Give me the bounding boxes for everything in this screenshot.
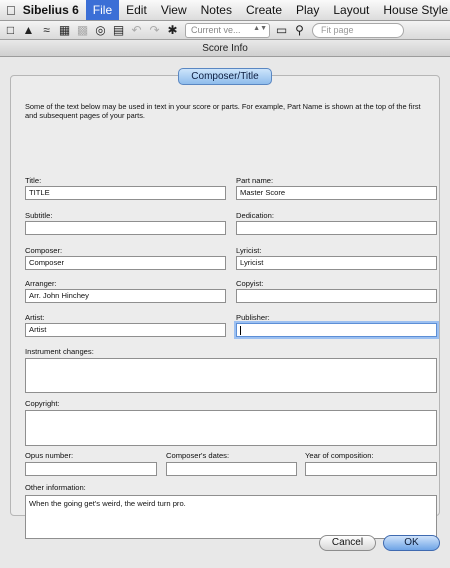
tab-composer-title[interactable]: Composer/Title bbox=[178, 68, 272, 85]
folder-icon[interactable]: ▭ bbox=[275, 23, 288, 37]
undo-icon[interactable]: ↶ bbox=[131, 23, 142, 37]
other-information-label: Other information: bbox=[25, 483, 86, 492]
menu-file[interactable]: File bbox=[86, 0, 119, 21]
ok-button[interactable]: OK bbox=[383, 535, 440, 551]
year-of-composition-label: Year of composition: bbox=[305, 451, 374, 460]
instrument-changes-label: Instrument changes: bbox=[25, 347, 94, 356]
part-name-field[interactable]: Master Score bbox=[236, 186, 437, 200]
artist-label: Artist: bbox=[25, 313, 45, 322]
select-arrows-icon: ▲▼ bbox=[253, 24, 267, 32]
composer-field[interactable]: Composer bbox=[25, 256, 226, 270]
menu-play[interactable]: Play bbox=[290, 2, 315, 17]
save-as-icon[interactable]: ▩ bbox=[76, 23, 89, 37]
copyright-label: Copyright: bbox=[25, 399, 60, 408]
text-cursor bbox=[240, 326, 241, 335]
description-text: Some of the text below may be used in text in your score or parts. For example, Part Name is shown at the top of the first and subsequent pages of your parts. bbox=[25, 102, 421, 120]
dedication-label: Dedication: bbox=[236, 211, 274, 220]
cancel-button[interactable]: Cancel bbox=[319, 535, 376, 551]
redo-icon[interactable]: ↷ bbox=[149, 23, 160, 37]
tab-panel bbox=[10, 75, 440, 516]
other-information-field[interactable]: When the going get's weird, the weird turn pro. bbox=[25, 495, 437, 539]
menu-bar bbox=[0, 0, 450, 21]
disc-icon[interactable]: ◎ bbox=[95, 23, 106, 37]
dynamic-parts-icon[interactable]: ✱ bbox=[167, 23, 178, 37]
subtitle-label: Subtitle: bbox=[25, 211, 53, 220]
score-info-window bbox=[0, 40, 450, 568]
menu-view[interactable]: View bbox=[155, 2, 182, 17]
year-of-composition-field[interactable] bbox=[305, 462, 437, 476]
composers-dates-label: Composer's dates: bbox=[166, 451, 230, 460]
open-folder-icon[interactable]: ▲ bbox=[22, 23, 35, 37]
opus-number-label: Opus number: bbox=[25, 451, 74, 460]
opus-number-field[interactable] bbox=[25, 462, 157, 476]
subtitle-field[interactable] bbox=[25, 221, 226, 235]
part-name-label: Part name: bbox=[236, 176, 274, 185]
menu-create[interactable]: Create bbox=[240, 2, 277, 17]
zoom-field[interactable]: Fit page bbox=[312, 23, 404, 38]
copyist-label: Copyist: bbox=[236, 279, 264, 288]
instrument-changes-field[interactable] bbox=[25, 358, 437, 393]
version-select-value: Current ve... bbox=[191, 25, 241, 35]
composer-label: Composer: bbox=[25, 246, 63, 255]
copyist-field[interactable] bbox=[236, 289, 437, 303]
flexi-time-icon[interactable]: ≈ bbox=[43, 23, 50, 37]
save-icon[interactable]: ▦ bbox=[58, 23, 71, 37]
menu-edit[interactable]: Edit bbox=[121, 2, 142, 17]
menu-notes[interactable]: Notes bbox=[195, 2, 227, 17]
publisher-field[interactable] bbox=[236, 323, 437, 337]
menu-app-name[interactable]: Sibelius 6 bbox=[17, 2, 74, 17]
menu-layout[interactable]: Layout bbox=[328, 2, 365, 17]
lyricist-field[interactable]: Lyricist bbox=[236, 256, 437, 270]
title-label: Title: bbox=[25, 176, 42, 185]
print-icon[interactable]: ▤ bbox=[112, 23, 125, 37]
zoom-icon[interactable]: ⚲ bbox=[295, 23, 304, 37]
new-document-icon[interactable]: □ bbox=[6, 23, 15, 37]
lyricist-label: Lyricist: bbox=[236, 246, 262, 255]
arranger-label: Arranger: bbox=[25, 279, 57, 288]
arranger-field[interactable]: Arr. John Hinchey bbox=[25, 289, 226, 303]
version-select[interactable] bbox=[185, 23, 270, 38]
artist-field[interactable]: Artist bbox=[25, 323, 226, 337]
apple-menu-icon[interactable] bbox=[6, 3, 16, 18]
composers-dates-field[interactable] bbox=[166, 462, 297, 476]
toolbar bbox=[0, 21, 450, 40]
dedication-field[interactable] bbox=[236, 221, 437, 235]
publisher-label: Publisher: bbox=[236, 313, 270, 322]
window-title: Score Info bbox=[0, 40, 450, 57]
menu-house-style[interactable]: House Style bbox=[378, 2, 443, 17]
title-field[interactable]: TITLE bbox=[25, 186, 226, 200]
copyright-field[interactable] bbox=[25, 410, 437, 446]
